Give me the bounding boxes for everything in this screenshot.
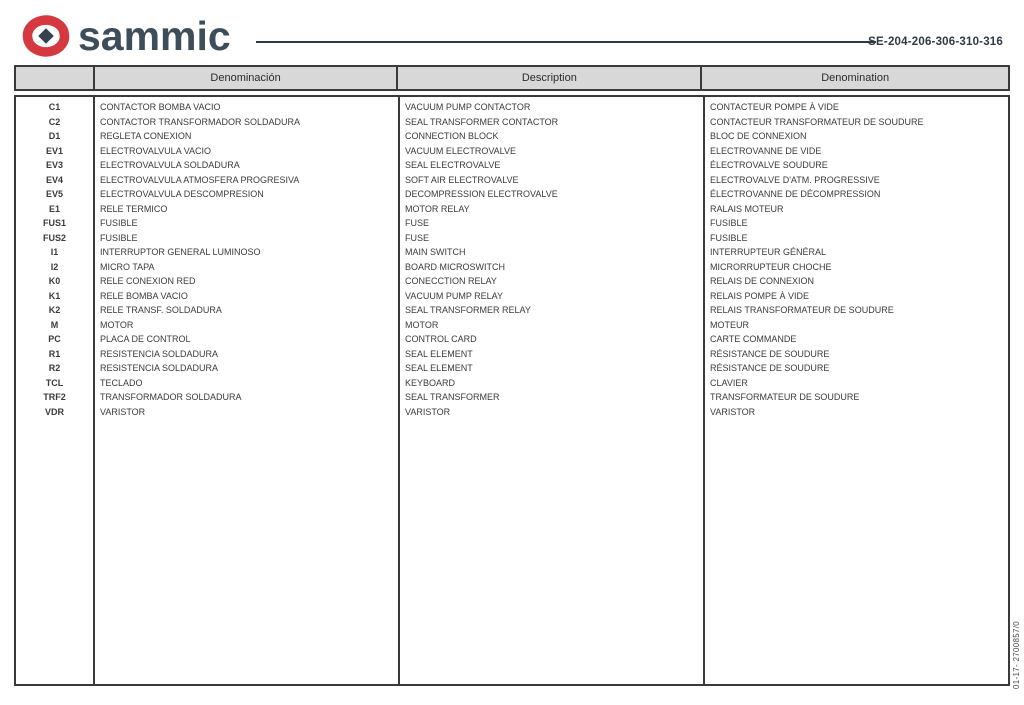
row-denominacion: TRANSFORMADOR SOLDADURA	[100, 392, 242, 403]
row-description: MAIN SWITCH	[405, 247, 466, 258]
row-denominacion: RESISTENCIA SOLDADURA	[100, 348, 219, 359]
row-description: CONTROL CARD	[405, 334, 477, 345]
row-description: CONECCTION RELAY	[405, 276, 497, 287]
row-description: SEAL ELEMENT	[405, 363, 473, 374]
row-denominacion: CONTACTOR BOMBA VACIO	[100, 102, 221, 113]
row-denominacion: PLACA DE CONTROL	[100, 334, 191, 345]
table-row	[16, 231, 1008, 246]
legend-table	[16, 100, 1008, 419]
row-code: R1	[48, 348, 61, 359]
table-row	[16, 332, 1008, 347]
drawing-number-vertical: 01-17- 2700857/0	[1012, 621, 1021, 689]
table-row	[16, 173, 1008, 188]
row-description: FUSE	[405, 218, 430, 229]
row-denominacion: ELECTROVALVULA DESCOMPRESION	[100, 189, 264, 200]
row-code: E1	[48, 203, 60, 214]
row-description: MOTOR RELAY	[405, 203, 470, 214]
legend-table-body	[16, 100, 1008, 419]
table-row	[16, 245, 1008, 260]
row-code: M	[50, 319, 59, 330]
row-code: EV4	[45, 174, 63, 185]
row-denomination: FUSIBLE	[710, 218, 748, 229]
row-code: TCL	[45, 377, 64, 388]
row-denominacion: RELE BOMBA VACIO	[100, 290, 188, 301]
row-denomination: RÉSISTANCE DE SOUDURE	[710, 348, 830, 359]
column-header-denominacion: Denominación	[95, 67, 399, 89]
row-denominacion: FUSIBLE	[100, 218, 138, 229]
row-code: FUS1	[42, 218, 66, 229]
row-code: C1	[48, 102, 61, 113]
row-denomination: RALAIS MOTEUR	[710, 203, 784, 214]
row-description: VACUUM PUMP RELAY	[405, 290, 504, 301]
table-row	[16, 347, 1008, 362]
logo-wordmark: sammic	[78, 13, 231, 59]
row-description: SEAL TRANSFORMER CONTACTOR	[405, 116, 559, 127]
row-code: EV1	[45, 145, 63, 156]
row-denominacion: RELE TRANSF. SOLDADURA	[100, 305, 222, 316]
row-description: SEAL TRANSFORMER	[405, 392, 500, 403]
row-denominacion: ELECTROVALVULA SOLDADURA	[100, 160, 240, 171]
legend-table-header	[14, 65, 1010, 91]
row-code: FUS2	[42, 232, 66, 243]
row-denomination: ÉLECTROVANNE DE DÉCOMPRESSION	[710, 189, 881, 200]
row-denomination: RELAIS TRANSFORMATEUR DE SOUDURE	[710, 305, 894, 316]
row-denomination: ELECTROVALVE D'ATM. PROGRESSIVE	[710, 174, 880, 185]
document-reference: SE-204-206-306-310-316	[868, 36, 1003, 48]
row-code: I2	[50, 261, 59, 272]
row-code: EV3	[45, 160, 63, 171]
table-row	[16, 376, 1008, 391]
row-description: VACUUM ELECTROVALVE	[405, 145, 517, 156]
row-code: PC	[48, 334, 61, 345]
row-denominacion: RESISTENCIA SOLDADURA	[100, 363, 219, 374]
column-header-description: Description	[398, 67, 702, 89]
table-row	[16, 260, 1008, 275]
row-denomination: RELAIS POMPE À VIDE	[710, 290, 810, 301]
table-row	[16, 216, 1008, 231]
table-row	[16, 361, 1008, 376]
row-denomination: RELAIS DE CONNEXION	[710, 276, 815, 287]
row-denominacion: TECLADO	[100, 377, 143, 388]
table-row	[16, 187, 1008, 202]
row-denominacion: ELECTROVALVULA ATMOSFERA PROGRESIVA	[100, 174, 300, 185]
header-rule	[256, 41, 876, 43]
row-description: MOTOR	[405, 319, 439, 330]
row-denominacion: INTERRUPTOR GENERAL LUMINOSO	[100, 247, 261, 258]
sammic-logo-icon	[20, 13, 72, 59]
row-denomination: RÉSISTANCE DE SOUDURE	[710, 363, 830, 374]
row-code: TRF2	[43, 392, 66, 403]
row-description: SOFT AIR ELECTROVALVE	[405, 174, 519, 185]
row-description: CONNECTION BLOCK	[405, 131, 499, 142]
row-denomination: CONTACTEUR POMPE À VIDE	[710, 102, 839, 113]
row-code: K2	[48, 305, 61, 316]
row-description: SEAL ELEMENT	[405, 348, 473, 359]
table-row	[16, 289, 1008, 304]
row-denominacion: RELE TERMICO	[100, 203, 168, 214]
row-description: BOARD MICROSWITCH	[405, 261, 505, 272]
row-denomination: ÉLECTROVALVE SOUDURE	[710, 160, 828, 171]
row-denominacion: MICRO TAPA	[100, 261, 155, 272]
row-description: FUSE	[405, 232, 430, 243]
row-denomination: CLAVIER	[710, 377, 748, 388]
row-denomination: MICRORRUPTEUR CHOCHE	[710, 261, 832, 272]
row-code: EV5	[45, 189, 63, 200]
row-description: VACUUM PUMP CONTACTOR	[405, 102, 531, 113]
row-denominacion: MOTOR	[100, 319, 134, 330]
table-row	[16, 202, 1008, 217]
row-denomination: MOTEUR	[710, 319, 749, 330]
table-row	[16, 129, 1008, 144]
table-row	[16, 390, 1008, 405]
row-denomination: CONTACTEUR TRANSFORMATEUR DE SOUDURE	[710, 116, 924, 127]
row-denominacion: FUSIBLE	[100, 232, 138, 243]
row-denominacion: REGLETA CONEXION	[100, 131, 192, 142]
table-row	[16, 405, 1008, 420]
row-code: D1	[48, 131, 61, 142]
row-denominacion: RELE CONEXION RED	[100, 276, 196, 287]
row-code: VDR	[44, 406, 64, 417]
row-description: DECOMPRESSION ELECTROVALVE	[405, 189, 558, 200]
row-denomination: BLOC DE CONNEXION	[710, 131, 807, 142]
column-header-denomination: Denomination	[821, 72, 890, 84]
row-description: VARISTOR	[405, 406, 451, 417]
row-description: KEYBOARD	[405, 377, 456, 388]
row-denomination: VARISTOR	[710, 406, 756, 417]
table-row	[16, 100, 1008, 115]
table-row	[16, 115, 1008, 130]
row-code: C2	[48, 116, 61, 127]
row-denomination: CARTE COMMANDE	[710, 334, 797, 345]
row-denominacion: ELECTROVALVULA VACIO	[100, 145, 212, 156]
row-denomination: INTERRUPTEUR GÉNÉRAL	[710, 247, 827, 258]
row-denominacion: VARISTOR	[100, 406, 146, 417]
row-code: K1	[48, 290, 61, 301]
row-denomination: FUSIBLE	[710, 232, 748, 243]
row-description: SEAL TRANSFORMER RELAY	[405, 305, 531, 316]
row-denomination: ELECTROVANNE DE VIDE	[710, 145, 822, 156]
column-header-code	[16, 67, 95, 89]
page-header	[0, 0, 1024, 62]
row-description: SEAL ELECTROVALVE	[405, 160, 501, 171]
sammic-logo	[20, 13, 231, 59]
table-row	[16, 318, 1008, 333]
table-row	[16, 158, 1008, 173]
table-row	[16, 274, 1008, 289]
row-denomination: TRANSFORMATEUR DE SOUDURE	[710, 392, 860, 403]
row-code: K0	[48, 276, 61, 287]
table-row	[16, 144, 1008, 159]
row-denominacion: CONTACTOR TRANSFORMADOR SOLDADURA	[100, 116, 301, 127]
table-row	[16, 303, 1008, 318]
row-code: I1	[50, 247, 59, 258]
row-code: R2	[48, 363, 61, 374]
legend-table-body-box	[14, 95, 1010, 686]
